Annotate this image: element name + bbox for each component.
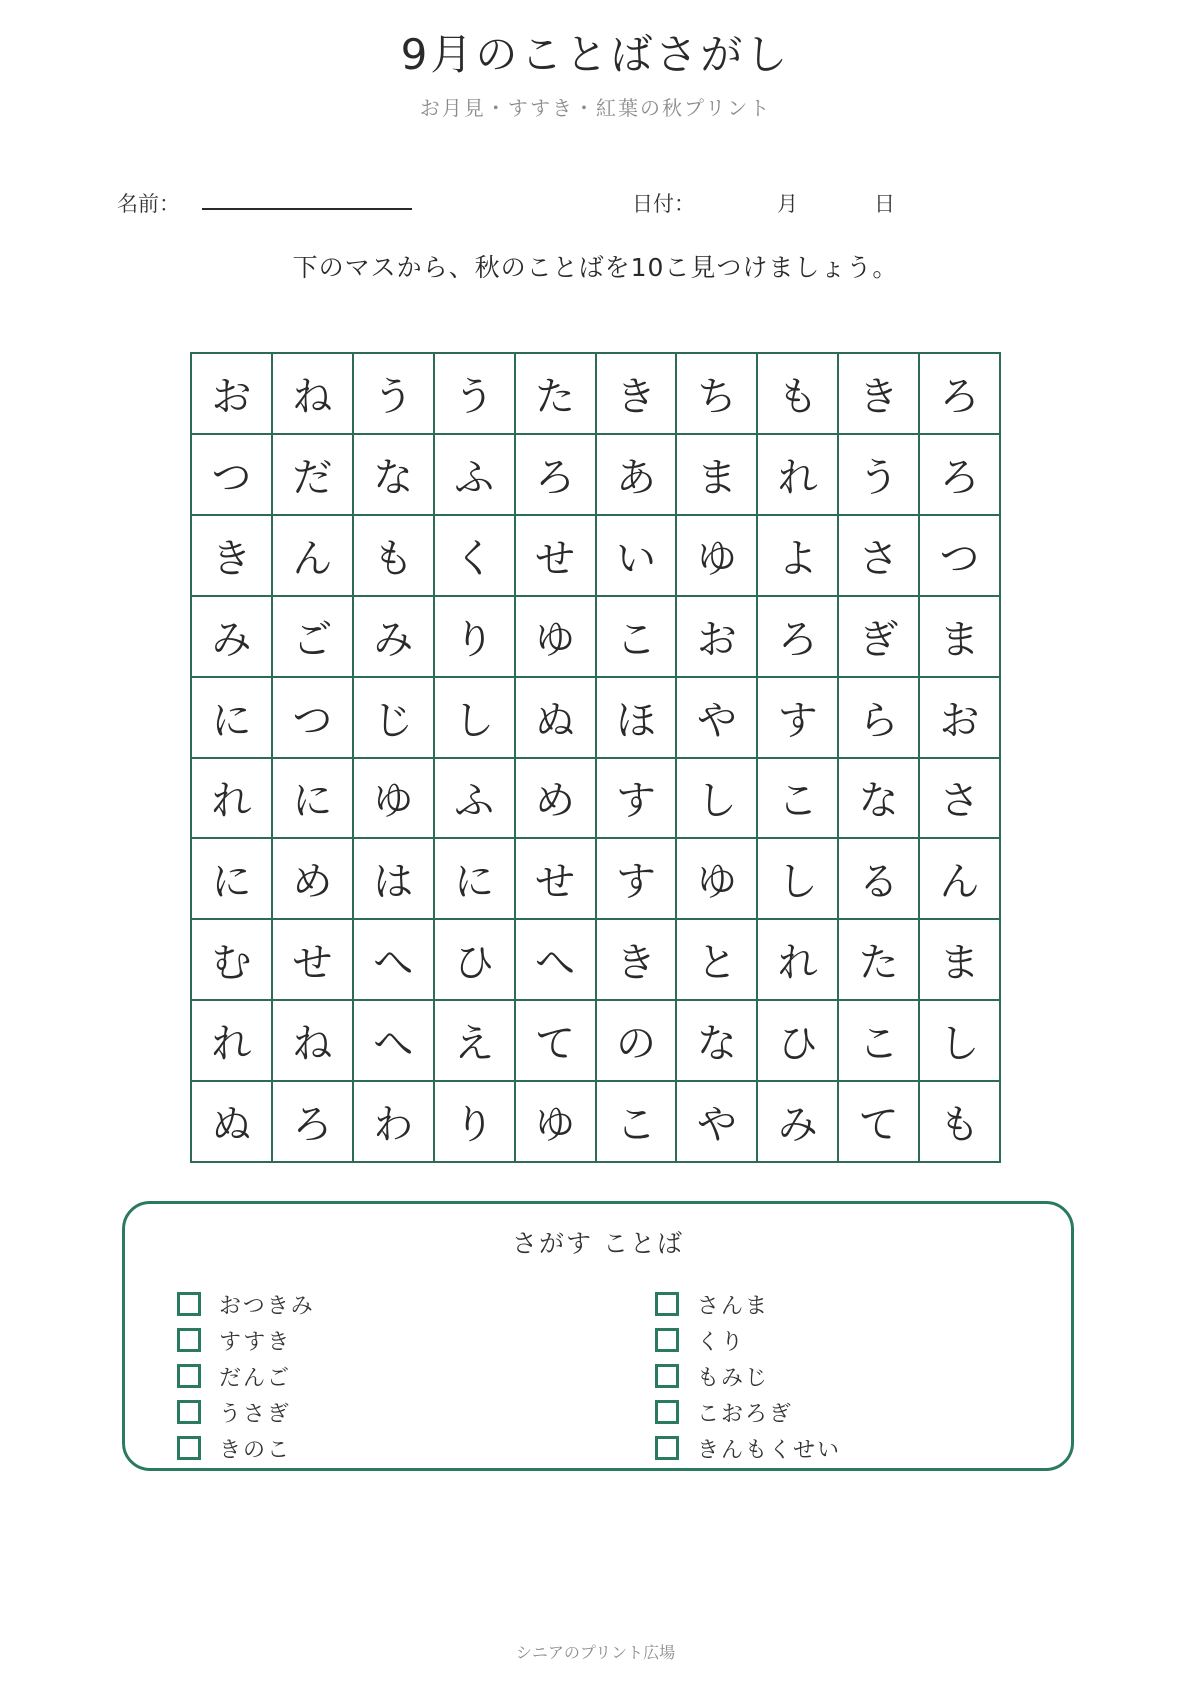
checkbox[interactable] bbox=[655, 1328, 679, 1352]
grid-cell[interactable]: お bbox=[192, 354, 273, 435]
word-label: だんご bbox=[219, 1365, 292, 1391]
grid-cell[interactable]: と bbox=[677, 920, 758, 1001]
page-title: 9月のことばさがし bbox=[400, 30, 791, 79]
name-field-line[interactable] bbox=[202, 208, 412, 210]
grid-cell[interactable]: ち bbox=[677, 354, 758, 435]
month-label: 月 bbox=[777, 192, 798, 216]
grid-cell[interactable]: お bbox=[920, 678, 1001, 759]
grid-cell[interactable]: う bbox=[435, 354, 516, 435]
grid-cell[interactable]: ゆ bbox=[677, 839, 758, 920]
grid-cell[interactable]: も bbox=[354, 516, 435, 597]
grid-cell[interactable]: じ bbox=[354, 678, 435, 759]
grid-cell[interactable]: ご bbox=[273, 597, 354, 678]
word-list-item bbox=[655, 1430, 841, 1466]
grid-cell[interactable]: ゆ bbox=[354, 759, 435, 840]
grid-cell[interactable]: れ bbox=[192, 1001, 273, 1082]
grid-cell[interactable]: よ bbox=[758, 516, 839, 597]
word-list-item bbox=[177, 1286, 315, 1322]
checkbox[interactable] bbox=[177, 1328, 201, 1352]
grid-cell[interactable]: こ bbox=[758, 759, 839, 840]
grid-cell[interactable]: こ bbox=[597, 597, 678, 678]
grid-cell[interactable]: た bbox=[516, 354, 597, 435]
grid-cell[interactable]: ゆ bbox=[516, 1082, 597, 1163]
grid-cell[interactable]: み bbox=[354, 597, 435, 678]
grid-cell[interactable]: な bbox=[677, 1001, 758, 1082]
grid-cell[interactable]: て bbox=[839, 1082, 920, 1163]
grid-cell[interactable]: は bbox=[354, 839, 435, 920]
grid-cell[interactable]: せ bbox=[516, 516, 597, 597]
grid-cell[interactable]: め bbox=[273, 839, 354, 920]
name-label: 名前： bbox=[117, 192, 180, 216]
grid-cell[interactable]: の bbox=[597, 1001, 678, 1082]
word-list-title: さがす ことば bbox=[512, 1229, 684, 1258]
grid-cell[interactable]: へ bbox=[516, 920, 597, 1001]
grid-cell[interactable]: ろ bbox=[920, 354, 1001, 435]
page-subtitle: お月見・すすき・紅葉の秋プリント bbox=[419, 96, 772, 120]
grid-cell[interactable]: ゆ bbox=[677, 516, 758, 597]
word-label: きのこ bbox=[219, 1437, 292, 1463]
grid-cell[interactable]: ね bbox=[273, 1001, 354, 1082]
grid-cell[interactable]: れ bbox=[192, 759, 273, 840]
grid-cell[interactable]: ゆ bbox=[516, 597, 597, 678]
word-list-item bbox=[177, 1358, 315, 1394]
grid-cell[interactable]: あ bbox=[597, 435, 678, 516]
grid-cell[interactable]: す bbox=[597, 759, 678, 840]
grid-cell[interactable]: や bbox=[677, 678, 758, 759]
grid-cell[interactable]: さ bbox=[839, 516, 920, 597]
grid-cell[interactable]: や bbox=[677, 1082, 758, 1163]
word-label: おつきみ bbox=[219, 1293, 315, 1319]
word-list-item bbox=[655, 1358, 841, 1394]
grid-cell[interactable]: こ bbox=[839, 1001, 920, 1082]
word-label: くり bbox=[697, 1329, 746, 1355]
grid-cell[interactable]: し bbox=[435, 678, 516, 759]
word-list-left-column bbox=[177, 1286, 315, 1466]
grid-cell[interactable]: み bbox=[758, 1082, 839, 1163]
grid-cell[interactable]: へ bbox=[354, 920, 435, 1001]
grid-cell[interactable]: し bbox=[677, 759, 758, 840]
grid-cell[interactable]: れ bbox=[758, 435, 839, 516]
grid-cell[interactable]: き bbox=[192, 516, 273, 597]
grid-cell[interactable]: ろ bbox=[758, 597, 839, 678]
grid-cell[interactable]: つ bbox=[192, 435, 273, 516]
checkbox[interactable] bbox=[177, 1400, 201, 1424]
grid-cell[interactable]: ぎ bbox=[839, 597, 920, 678]
word-list-right-column bbox=[655, 1286, 841, 1466]
word-label: もみじ bbox=[697, 1365, 770, 1391]
grid-cell[interactable]: ま bbox=[920, 597, 1001, 678]
grid-cell[interactable]: え bbox=[435, 1001, 516, 1082]
footer-credit: シニアのプリント広場 bbox=[515, 1643, 676, 1662]
grid-cell[interactable]: み bbox=[192, 597, 273, 678]
word-list-box bbox=[122, 1201, 1074, 1471]
grid-cell[interactable]: る bbox=[839, 839, 920, 920]
word-list-item bbox=[655, 1322, 841, 1358]
grid-cell[interactable]: う bbox=[839, 435, 920, 516]
checkbox[interactable] bbox=[177, 1364, 201, 1388]
day-label: 日 bbox=[874, 192, 895, 216]
grid-cell[interactable]: ひ bbox=[758, 1001, 839, 1082]
word-list-item bbox=[655, 1286, 841, 1322]
grid-cell[interactable]: わ bbox=[354, 1082, 435, 1163]
grid-cell[interactable]: め bbox=[516, 759, 597, 840]
grid-cell[interactable]: な bbox=[839, 759, 920, 840]
grid-cell[interactable]: つ bbox=[920, 516, 1001, 597]
grid-cell[interactable]: ろ bbox=[273, 1082, 354, 1163]
grid-cell[interactable]: こ bbox=[597, 1082, 678, 1163]
grid-cell[interactable]: し bbox=[920, 1001, 1001, 1082]
grid-cell[interactable]: れ bbox=[758, 920, 839, 1001]
grid-cell[interactable]: せ bbox=[273, 920, 354, 1001]
grid-cell[interactable]: ろ bbox=[516, 435, 597, 516]
grid-cell[interactable]: も bbox=[920, 1082, 1001, 1163]
grid-cell[interactable]: に bbox=[435, 839, 516, 920]
word-list-item bbox=[655, 1394, 841, 1430]
checkbox[interactable] bbox=[177, 1292, 201, 1316]
checkbox[interactable] bbox=[655, 1436, 679, 1460]
word-list-item bbox=[177, 1430, 315, 1466]
grid-cell[interactable]: き bbox=[597, 354, 678, 435]
grid-cell[interactable]: ぬ bbox=[516, 678, 597, 759]
grid-cell[interactable]: ひ bbox=[435, 920, 516, 1001]
grid-cell[interactable]: り bbox=[435, 1082, 516, 1163]
grid-cell[interactable]: ね bbox=[273, 354, 354, 435]
grid-cell[interactable]: い bbox=[597, 516, 678, 597]
grid-cell[interactable]: う bbox=[354, 354, 435, 435]
grid-cell[interactable]: む bbox=[192, 920, 273, 1001]
word-list-item bbox=[177, 1394, 315, 1430]
grid-cell[interactable]: ん bbox=[273, 516, 354, 597]
checkbox[interactable] bbox=[177, 1436, 201, 1460]
word-label: こおろぎ bbox=[697, 1401, 794, 1427]
grid-cell[interactable]: へ bbox=[354, 1001, 435, 1082]
grid-cell[interactable]: ふ bbox=[435, 759, 516, 840]
grid-cell[interactable]: ら bbox=[839, 678, 920, 759]
grid-cell[interactable]: ぬ bbox=[192, 1082, 273, 1163]
grid-cell[interactable]: だ bbox=[273, 435, 354, 516]
grid-cell[interactable]: た bbox=[839, 920, 920, 1001]
grid-cell[interactable]: に bbox=[192, 839, 273, 920]
grid-cell[interactable]: し bbox=[758, 839, 839, 920]
checkbox[interactable] bbox=[655, 1364, 679, 1388]
grid-cell[interactable]: も bbox=[758, 354, 839, 435]
grid-cell[interactable]: す bbox=[758, 678, 839, 759]
checkbox[interactable] bbox=[655, 1400, 679, 1424]
word-label: すすき bbox=[219, 1329, 292, 1355]
grid-cell[interactable]: つ bbox=[273, 678, 354, 759]
grid-cell[interactable]: き bbox=[597, 920, 678, 1001]
grid-cell[interactable]: お bbox=[677, 597, 758, 678]
grid-cell[interactable]: ま bbox=[920, 920, 1001, 1001]
grid-cell[interactable]: く bbox=[435, 516, 516, 597]
grid-cell[interactable]: ま bbox=[677, 435, 758, 516]
word-label: きんもくせい bbox=[697, 1437, 842, 1463]
grid-cell[interactable]: せ bbox=[516, 839, 597, 920]
grid-cell[interactable]: な bbox=[354, 435, 435, 516]
grid-cell[interactable]: ろ bbox=[920, 435, 1001, 516]
date-label: 日付： bbox=[632, 192, 695, 216]
word-search-grid bbox=[190, 352, 1001, 1163]
instruction-text: 下のマスから、秋のことばを10こ見つけましょう。 bbox=[292, 253, 899, 282]
grid-cell[interactable]: に bbox=[273, 759, 354, 840]
grid-cell[interactable]: に bbox=[192, 678, 273, 759]
checkbox[interactable] bbox=[655, 1292, 679, 1316]
word-label: うさぎ bbox=[219, 1401, 292, 1427]
word-list-item bbox=[177, 1322, 315, 1358]
grid-cell[interactable]: さ bbox=[920, 759, 1001, 840]
grid-cell[interactable]: き bbox=[839, 354, 920, 435]
word-label: さんま bbox=[697, 1293, 770, 1319]
grid-cell[interactable]: て bbox=[516, 1001, 597, 1082]
grid-cell[interactable]: り bbox=[435, 597, 516, 678]
grid-cell[interactable]: ほ bbox=[597, 678, 678, 759]
grid-cell[interactable]: す bbox=[597, 839, 678, 920]
grid-cell[interactable]: ん bbox=[920, 839, 1001, 920]
grid-cell[interactable]: ふ bbox=[435, 435, 516, 516]
